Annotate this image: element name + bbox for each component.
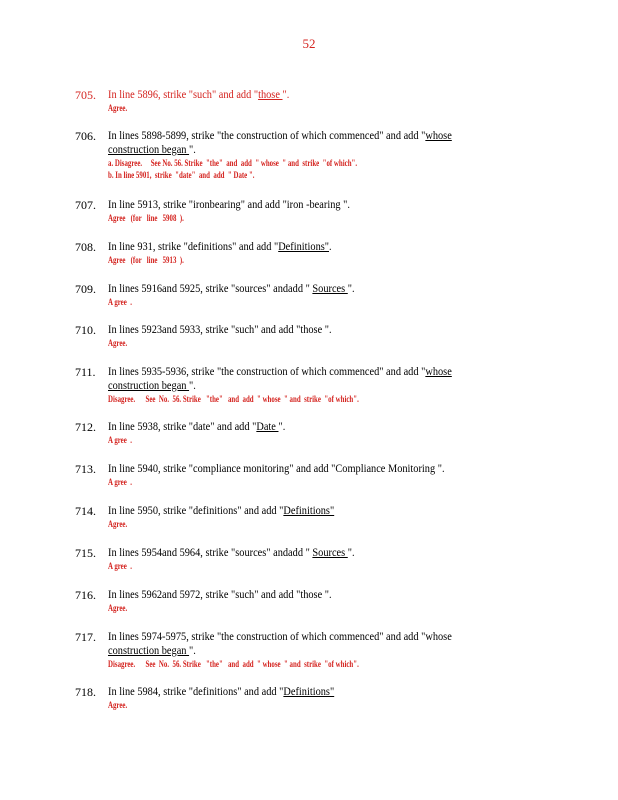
item-number: 715. <box>75 546 96 560</box>
item-text: In line 5913, strike "ironbearing" and add "iron -bearing ". Agree (for line 5908 ). <box>108 198 486 224</box>
page-number: 52 <box>302 36 316 51</box>
item-number: 705. <box>75 88 96 102</box>
item-number: 713. <box>75 462 96 476</box>
item-response: Agree. <box>108 103 128 113</box>
item-number: 712. <box>75 420 96 434</box>
item-number: 714. <box>75 504 96 518</box>
item-text: In line 5940, strike "compliance monitoring" and add "Compliance Monitoring ". A gree . <box>108 463 445 487</box>
item-text: In lines 5898-5899, strike "the construction of which commenced" and add "whose construction began ". a. Disagree. See No. 56. Strike "the" and add " whose " and strike "of which". b. In line 5901, strike "date" and add " Date ". <box>108 130 452 180</box>
item-text: In lines 5974-5975, strike "the construction of which commenced" and add "whose construction began ". Disagree. See No. 56. Strike "the" and add " whose " and strike "of which". <box>108 631 452 669</box>
item-response: A gree . <box>108 435 132 445</box>
item-response: Agree (for line 5913 ). <box>108 255 184 265</box>
item-number: 716. <box>75 588 96 602</box>
item-response: b. In line 5901, strike "date" and add " Date ". <box>108 170 255 180</box>
item-response: Agree. <box>108 519 128 529</box>
item-number: 709. <box>75 282 96 296</box>
item-number: 718. <box>75 685 96 699</box>
item-number: 707. <box>75 198 96 212</box>
item-response: Disagree. See No. 56. Strike "the" and add " whose " and strike "of which". <box>108 394 359 404</box>
item-number: 717. <box>75 630 96 644</box>
item-response: Agree. <box>108 338 128 348</box>
item-text: In line 5950, strike "definitions" and add "Definitions" Agree. <box>108 504 486 530</box>
item-number: 711. <box>75 365 96 379</box>
item-text: In lines 5935-5936, strike "the construction of which commenced" and add "whose construction began ". Disagree. See No. 56. Strike "the" and add " whose " and strike "of which". <box>108 366 452 404</box>
item-response: Agree. <box>108 700 128 710</box>
item-number: 706. <box>75 129 96 143</box>
item-response: Agree. <box>108 603 128 613</box>
item-response: a. Disagree. See No. 56. Strike "the" and add " whose " and strike "of which". <box>108 158 358 168</box>
item-text: In line 5938, strike "date" and add "Date ". A gree . <box>108 420 486 446</box>
item-text: In lines 5916and 5925, strike "sources" andadd " Sources ". A gree . <box>108 282 486 308</box>
item-response: Disagree. See No. 56. Strike "the" and add " whose " and strike "of which". <box>108 659 359 669</box>
item-number: 708. <box>75 240 96 254</box>
item-response: A gree . <box>108 477 132 487</box>
item-text: In lines 5962and 5972, strike "such" and add "those ". Agree. <box>108 588 486 614</box>
item-text: In lines 5954and 5964, strike "sources" andadd " Sources ". A gree . <box>108 546 486 572</box>
item-response: A gree . <box>108 297 132 307</box>
item-text: In lines 5923and 5933, strike "such" and add "those ". Agree. <box>108 323 486 349</box>
item-text: In line 5896, strike "such" and add "those ". Agree. <box>108 88 486 114</box>
item-text: In line 931, strike "definitions" and add "Definitions". Agree (for line 5913 ). <box>108 240 486 266</box>
item-response: A gree . <box>108 561 132 571</box>
item-text: In line 5984, strike "definitions" and add "Definitions" Agree. <box>108 685 486 711</box>
item-response: Agree (for line 5908 ). <box>108 213 184 223</box>
item-number: 710. <box>75 323 96 337</box>
